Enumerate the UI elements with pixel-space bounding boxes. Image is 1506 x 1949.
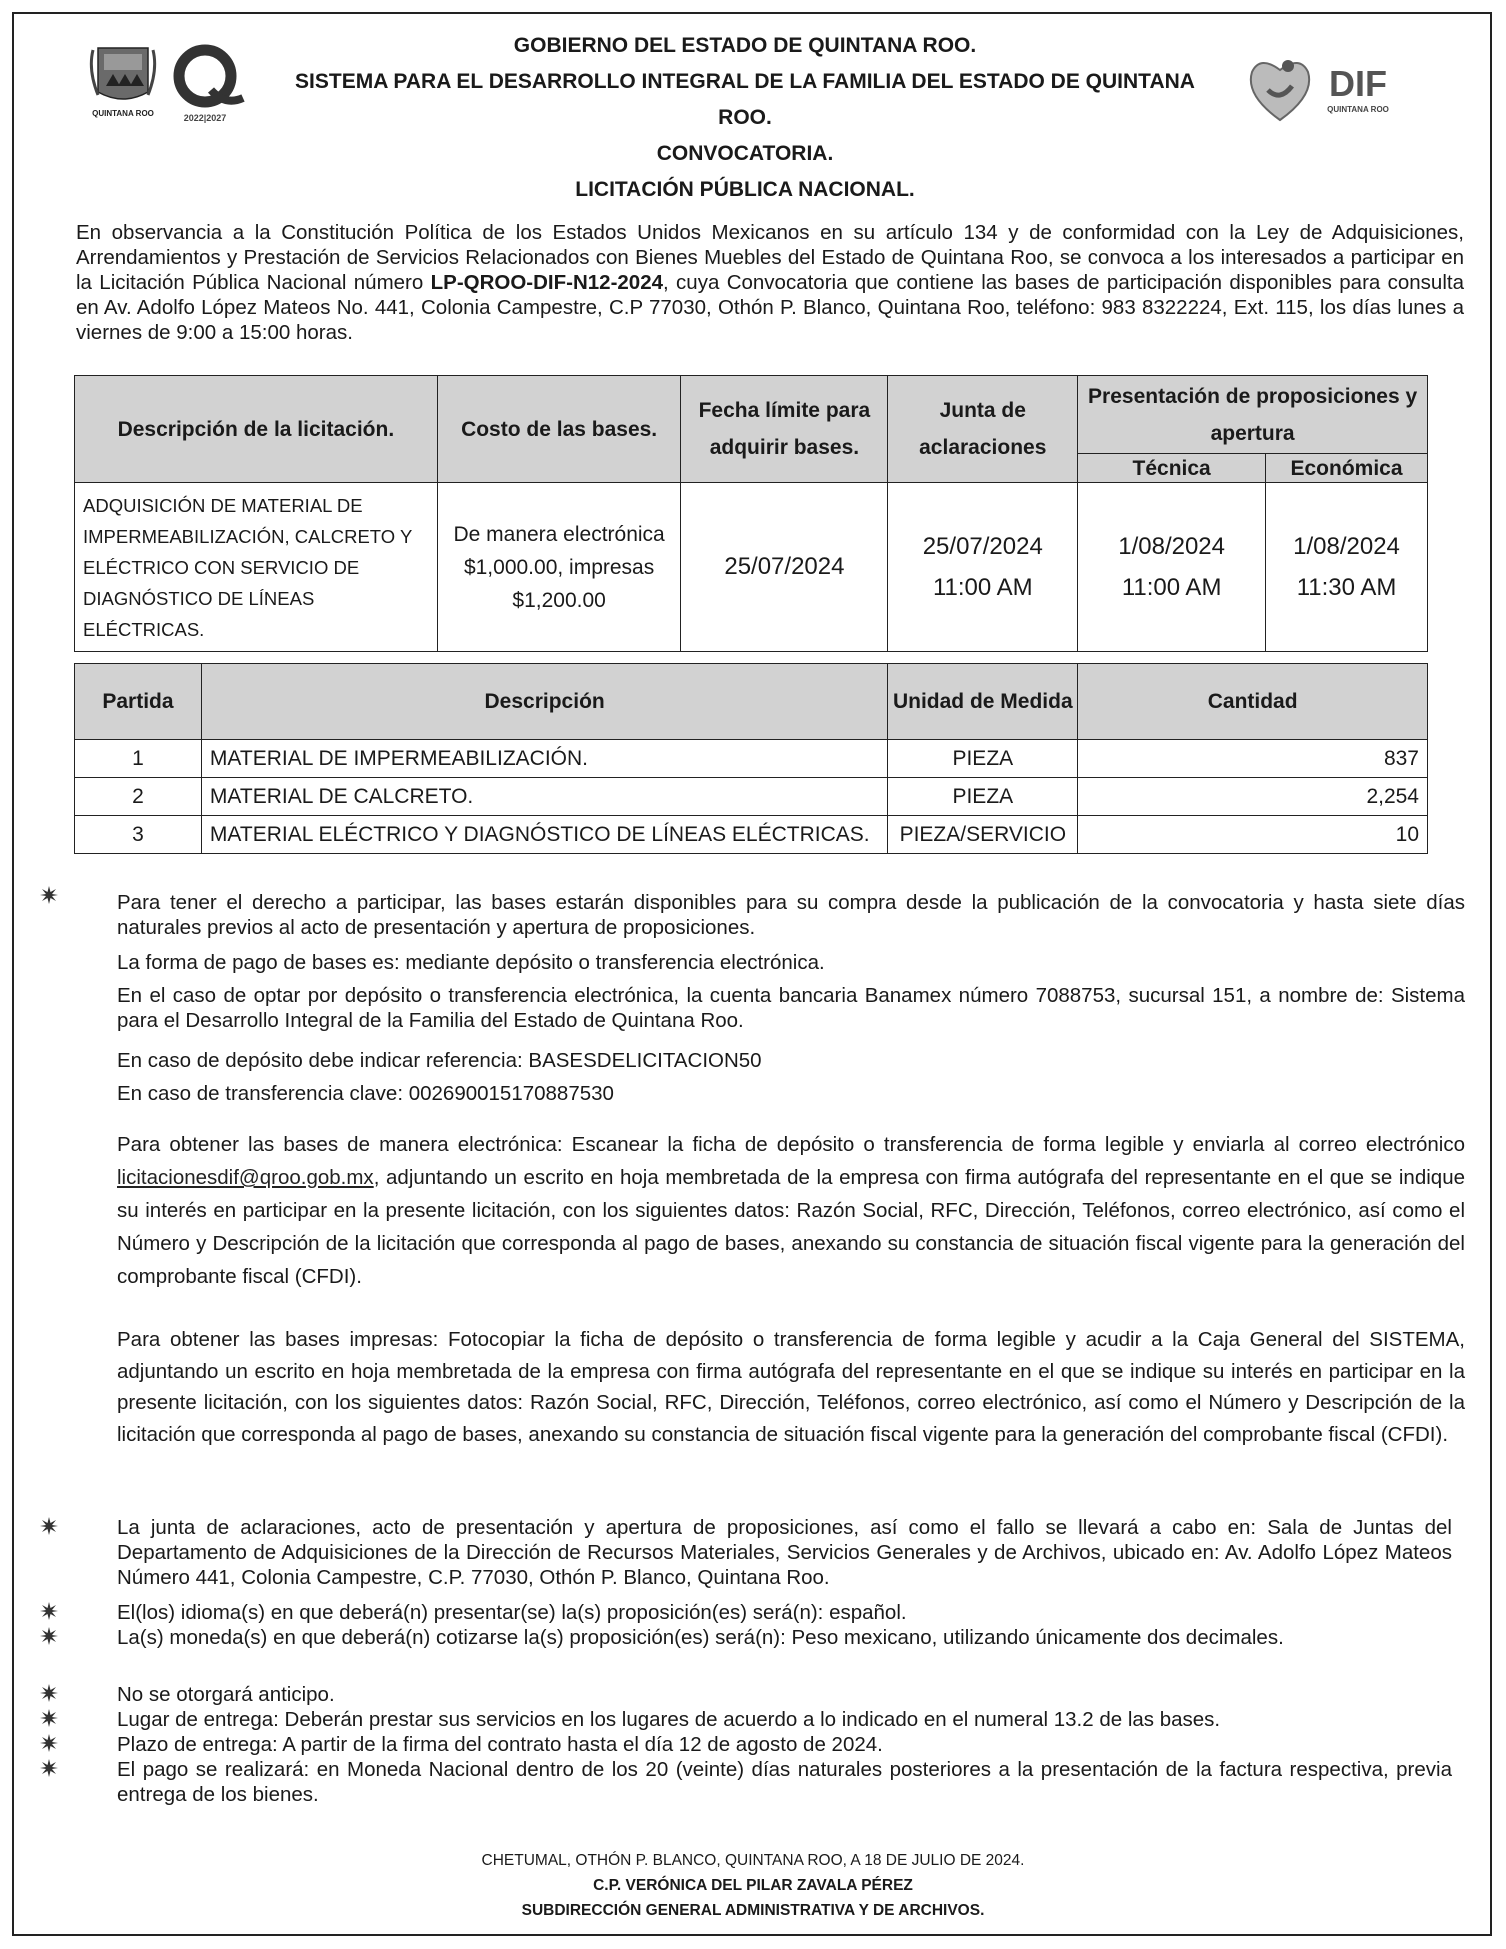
- row-unidad: PIEZA/SERVICIO: [888, 816, 1078, 854]
- place-date: CHETUMAL, OTHÓN P. BLANCO, QUINTANA ROO, A 18 DE JULIO DE 2024.: [481, 1852, 1025, 1869]
- partidas-table: [74, 663, 1428, 854]
- burst-bullet-icon: [40, 1759, 58, 1777]
- electronic-bases-text-2: , adjuntando un escrito en hoja membretada de la empresa con firma autógrafa del representante en el que se indique su interés en participar en la presente licitación, con los siguientes datos: Razón Social, RFC, Dirección, Teléfonos, correo electrónico, así como el Número y Descripción de la licitación que corresponda al pago de bases, anexando su constancia de situación fiscal vigente para la generación del comprobante fiscal (CFDI).: [117, 1166, 1465, 1288]
- row-cantidad: 10: [1078, 816, 1428, 854]
- col-header-cantidad: Cantidad: [1078, 664, 1428, 740]
- burst-bullet-icon: [40, 1734, 58, 1752]
- email-link[interactable]: licitacionesdif@qroo.gob.mx: [117, 1166, 374, 1189]
- q-logo-caption: 2022|2027: [183, 113, 227, 123]
- junta-date: 25/07/2024: [922, 533, 1043, 560]
- table-row: [75, 816, 1428, 854]
- burst-bullet-icon: [40, 1627, 58, 1645]
- licitacion-table: [74, 375, 1428, 652]
- burst-bullet-icon: [40, 1602, 58, 1620]
- language-item: El(los) idioma(s) en que deberá(n) presentar(se) la(s) proposición(es) será(n): español.: [117, 1601, 907, 1624]
- payment-method: La forma de pago de bases es: mediante depósito o transferencia electrónica.: [117, 951, 825, 974]
- header-licitacion: LICITACIÓN PÚBLICA NACIONAL.: [575, 178, 915, 201]
- col-header-fecha-limite: Fecha límite para adquirir bases.: [681, 376, 888, 483]
- row-cantidad: 837: [1078, 740, 1428, 778]
- col-header-presentacion: Presentación de proposiciones y apertura: [1078, 376, 1428, 454]
- cell-fecha-limite: 25/07/2024: [681, 483, 888, 652]
- row-descripcion: MATERIAL ELÉCTRICO Y DIAGNÓSTICO DE LÍNEAS ELÉCTRICAS.: [201, 816, 887, 854]
- payment-terms-item: El pago se realizará: en Moneda Nacional dentro de los 20 (veinte) días naturales posteriores a la presentación de la factura respectiva, previa entrega de los bienes.: [117, 1758, 1452, 1806]
- economica-time: 11:30 AM: [1296, 574, 1397, 601]
- row-descripcion: MATERIAL DE CALCRETO.: [201, 778, 887, 816]
- state-seal-logo: [78, 40, 168, 120]
- electronic-bases-paragraph: [117, 1128, 1465, 1293]
- header-government: GOBIERNO DEL ESTADO DE QUINTANA ROO.: [513, 34, 977, 57]
- cell-tecnica: [1078, 483, 1266, 652]
- header-system-line2: ROO.: [718, 106, 772, 129]
- row-partida: 3: [75, 816, 202, 854]
- transfer-key: En caso de transferencia clave: 002690015170887530: [117, 1082, 614, 1105]
- burst-bullet-icon: [40, 1684, 58, 1702]
- participation-paragraph: Para tener el derecho a participar, las bases estarán disponibles para su compra desde la publicación de la convocatoria y hasta siete días naturales previos al acto de presentación y apertura de proposiciones.: [117, 891, 1465, 939]
- row-cantidad: 2,254: [1078, 778, 1428, 816]
- col-header-partida: Partida: [75, 664, 202, 740]
- delivery-term-item: Plazo de entrega: A partir de la firma del contrato hasta el día 12 de agosto de 2024.: [117, 1733, 883, 1756]
- document-footer: [260, 1848, 1246, 1923]
- col-header-junta: Junta de aclaraciones: [888, 376, 1078, 483]
- junta-time: 11:00 AM: [932, 574, 1033, 601]
- printed-bases-paragraph: Para obtener las bases impresas: Fotocopiar la ficha de depósito o transferencia de forma legible y acudir a la Caja General del SISTEMA, adjuntando un escrito en hoja membretada de la empresa con firma autógrafa del representante en el que se indique su interés en participar en la presente licitación, con los siguientes datos: Razón Social, RFC, Dirección, Teléfonos, correo electrónico, así como el Número y Descripción de la licitación que corresponda al pago de bases, anexando su constancia de situación fiscal vigente para la generación del comprobante fiscal (CFDI).: [117, 1328, 1465, 1446]
- row-unidad: PIEZA: [888, 740, 1078, 778]
- intro-text-1: En observancia a la Constitución Política de los Estados Unidos Mexicanos en su artículo 134 y de conformidad con la Ley de Adquisiciones, Arrendamientos y Prestación de Servicios Relacionados con Bienes Muebles del Estado de Quintana Roo, se convoca a los interesados a participar en la Licitación Pública Nacional número: [76, 221, 1464, 294]
- col-header-descripcion-partida: Descripción: [201, 664, 887, 740]
- row-partida: 2: [75, 778, 202, 816]
- cell-descripcion: ADQUISICIÓN DE MATERIAL DE IMPERMEABILIZACIÓN, CALCRETO Y ELÉCTRICO CON SERVICIO DE DIAGNÓSTICO DE LÍNEAS ELÉCTRICAS.: [75, 483, 438, 652]
- table-row: [75, 740, 1428, 778]
- no-advance-item: No se otorgará anticipo.: [117, 1683, 335, 1706]
- licitacion-number: LP-QROO-DIF-N12-2024: [430, 271, 664, 294]
- currency-item: La(s) moneda(s) en que deberá(n) cotizarse la(s) proposición(es) será(n): Peso mexicano, utilizando únicamente dos decimales.: [117, 1626, 1284, 1649]
- table-row: [75, 778, 1428, 816]
- electronic-bases-text-1: Para obtener las bases de manera electrónica: Escanear la ficha de depósito o transferencia de forma legible y enviarla al correo electrónico: [117, 1133, 1465, 1156]
- meeting-location: La junta de aclaraciones, acto de presentación y apertura de proposiciones, así como el fallo se llevará a cabo en: Sala de Juntas del Departamento de Adquisiciones de la Dirección de Recursos Materiales, Servicios Generales y de Archivos, ubicado en: Av. Adolfo López Mateos Número 441, Colonia Campestre, C.P. 77030, Othón P. Blanco, Quintana Roo.: [117, 1516, 1452, 1589]
- cell-economica: [1266, 483, 1428, 652]
- state-seal-caption: QUINTANA ROO: [92, 109, 154, 118]
- burst-bullet-icon: [40, 1517, 58, 1535]
- dif-logo-caption: QUINTANA ROO: [1327, 105, 1389, 114]
- tecnica-date: 1/08/2024: [1118, 533, 1226, 560]
- burst-bullet-icon: [40, 886, 58, 904]
- intro-paragraph: [76, 220, 1464, 345]
- header-convocatoria: CONVOCATORIA.: [656, 142, 834, 165]
- dif-logo: [1240, 50, 1420, 125]
- col-header-unidad: Unidad de Medida: [888, 664, 1078, 740]
- col-header-tecnica: Técnica: [1078, 454, 1266, 483]
- col-header-descripcion: Descripción de la licitación.: [75, 376, 438, 483]
- row-descripcion: MATERIAL DE IMPERMEABILIZACIÓN.: [201, 740, 887, 778]
- header-system-line1: SISTEMA PARA EL DESARROLLO INTEGRAL DE LA FAMILIA DEL ESTADO DE QUINTANA: [295, 70, 1195, 93]
- deposit-reference: En caso de depósito debe indicar referencia: BASESDELICITACION50: [117, 1049, 762, 1072]
- cell-junta: [888, 483, 1078, 652]
- document-header: [260, 28, 1230, 208]
- bank-account: En el caso de optar por depósito o transferencia electrónica, la cuenta bancaria Banamex número 7088753, sucursal 151, a nombre de: Sistema para el Desarrollo Integral de la Familia del Estado de Quintana Roo.: [117, 984, 1465, 1032]
- dif-logo-text: DIF: [1329, 63, 1387, 104]
- cell-costo: De manera electrónica $1,000.00, impresas $1,200.00: [437, 483, 681, 652]
- col-header-economica: Económica: [1266, 454, 1428, 483]
- signer-name: C.P. VERÓNICA DEL PILAR ZAVALA PÉREZ: [593, 1877, 913, 1894]
- row-unidad: PIEZA: [888, 778, 1078, 816]
- economica-date: 1/08/2024: [1293, 533, 1400, 560]
- q-government-logo: [165, 40, 245, 125]
- row-partida: 1: [75, 740, 202, 778]
- burst-bullet-icon: [40, 1709, 58, 1727]
- intro-text-2: , cuya Convocatoria que contiene las bases de participación disponibles para consulta en Av. Adolfo López Mateos No. 441, Colonia Campestre, C.P 77030, Othón P. Blanco, Quintana Roo, teléfono: 983 8322224, Ext. 115, los días lunes a viernes de 9:00 a 15:00 horas.: [76, 271, 1464, 344]
- col-header-costo: Costo de las bases.: [437, 376, 681, 483]
- signer-department: SUBDIRECCIÓN GENERAL ADMINISTRATIVA Y DE ARCHIVOS.: [521, 1902, 985, 1919]
- tecnica-time: 11:00 AM: [1121, 574, 1222, 601]
- delivery-place-item: Lugar de entrega: Deberán prestar sus servicios en los lugares de acuerdo a lo indicado en el numeral 13.2 de las bases.: [117, 1708, 1221, 1731]
